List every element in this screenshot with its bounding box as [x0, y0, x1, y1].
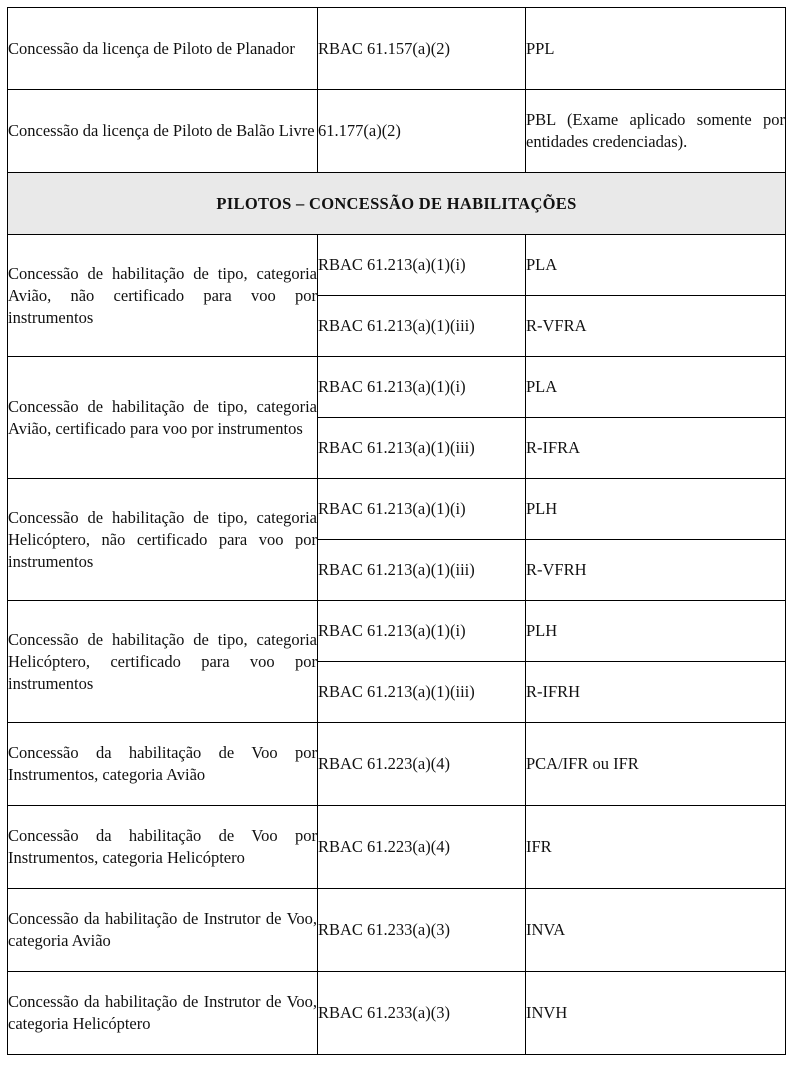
row-code: IFR	[526, 806, 786, 889]
requirements-table	[7, 7, 786, 1055]
row-reference: RBAC 61.233(a)(3)	[318, 972, 526, 1055]
row-reference: RBAC 61.223(a)(4)	[318, 723, 526, 806]
row-code: PLH	[526, 479, 786, 540]
row-code: PLA	[526, 357, 786, 418]
row-code: INVA	[526, 889, 786, 972]
row-code: PBL (Exame aplicado somente por entidades credenciadas).	[526, 90, 786, 173]
row-code: PCA/IFR ou IFR	[526, 723, 786, 806]
row-description: Concessão de habilitação de tipo, categoria Avião, certificado para voo por instrumentos	[8, 357, 318, 479]
table-row	[8, 972, 786, 1055]
row-description: Concessão de habilitação de tipo, categoria Avião, não certificado para voo por instrumentos	[8, 235, 318, 357]
row-code: R-VFRH	[526, 540, 786, 601]
row-reference: RBAC 61.213(a)(1)(iii)	[318, 540, 526, 601]
row-reference: RBAC 61.213(a)(1)(i)	[318, 479, 526, 540]
row-reference: RBAC 61.213(a)(1)(i)	[318, 357, 526, 418]
row-description: Concessão da licença de Piloto de Planador	[8, 8, 318, 90]
table-row	[8, 723, 786, 806]
row-code: PLH	[526, 601, 786, 662]
row-reference: RBAC 61.213(a)(1)(i)	[318, 601, 526, 662]
row-reference: RBAC 61.223(a)(4)	[318, 806, 526, 889]
row-description: Concessão da habilitação de Voo por Instrumentos, categoria Helicóptero	[8, 806, 318, 889]
row-description: Concessão da habilitação de Instrutor de Voo, categoria Avião	[8, 889, 318, 972]
table-row	[8, 8, 786, 90]
table-row	[8, 235, 786, 296]
row-reference: 61.177(a)(2)	[318, 90, 526, 173]
row-description: Concessão da habilitação de Instrutor de Voo, categoria Helicóptero	[8, 972, 318, 1055]
row-reference: RBAC 61.157(a)(2)	[318, 8, 526, 90]
table-row	[8, 479, 786, 540]
table-row	[8, 90, 786, 173]
row-description: Concessão da licença de Piloto de Balão Livre	[8, 90, 318, 173]
row-reference: RBAC 61.213(a)(1)(iii)	[318, 418, 526, 479]
row-code: INVH	[526, 972, 786, 1055]
row-description: Concessão de habilitação de tipo, categoria Helicóptero, certificado para voo por instrumentos	[8, 601, 318, 723]
row-description: Concessão da habilitação de Voo por Instrumentos, categoria Avião	[8, 723, 318, 806]
row-reference: RBAC 61.233(a)(3)	[318, 889, 526, 972]
section-title: PILOTOS – CONCESSÃO DE HABILITAÇÕES	[8, 173, 786, 235]
table-row	[8, 889, 786, 972]
table-row	[8, 357, 786, 418]
section-header-row	[8, 173, 786, 235]
row-reference: RBAC 61.213(a)(1)(iii)	[318, 296, 526, 357]
row-code: PLA	[526, 235, 786, 296]
row-reference: RBAC 61.213(a)(1)(iii)	[318, 662, 526, 723]
row-reference: RBAC 61.213(a)(1)(i)	[318, 235, 526, 296]
row-code: R-VFRA	[526, 296, 786, 357]
row-code: PPL	[526, 8, 786, 90]
row-description: Concessão de habilitação de tipo, categoria Helicóptero, não certificado para voo por instrumentos	[8, 479, 318, 601]
table-row	[8, 601, 786, 662]
row-code: R-IFRA	[526, 418, 786, 479]
row-code: R-IFRH	[526, 662, 786, 723]
table-row	[8, 806, 786, 889]
